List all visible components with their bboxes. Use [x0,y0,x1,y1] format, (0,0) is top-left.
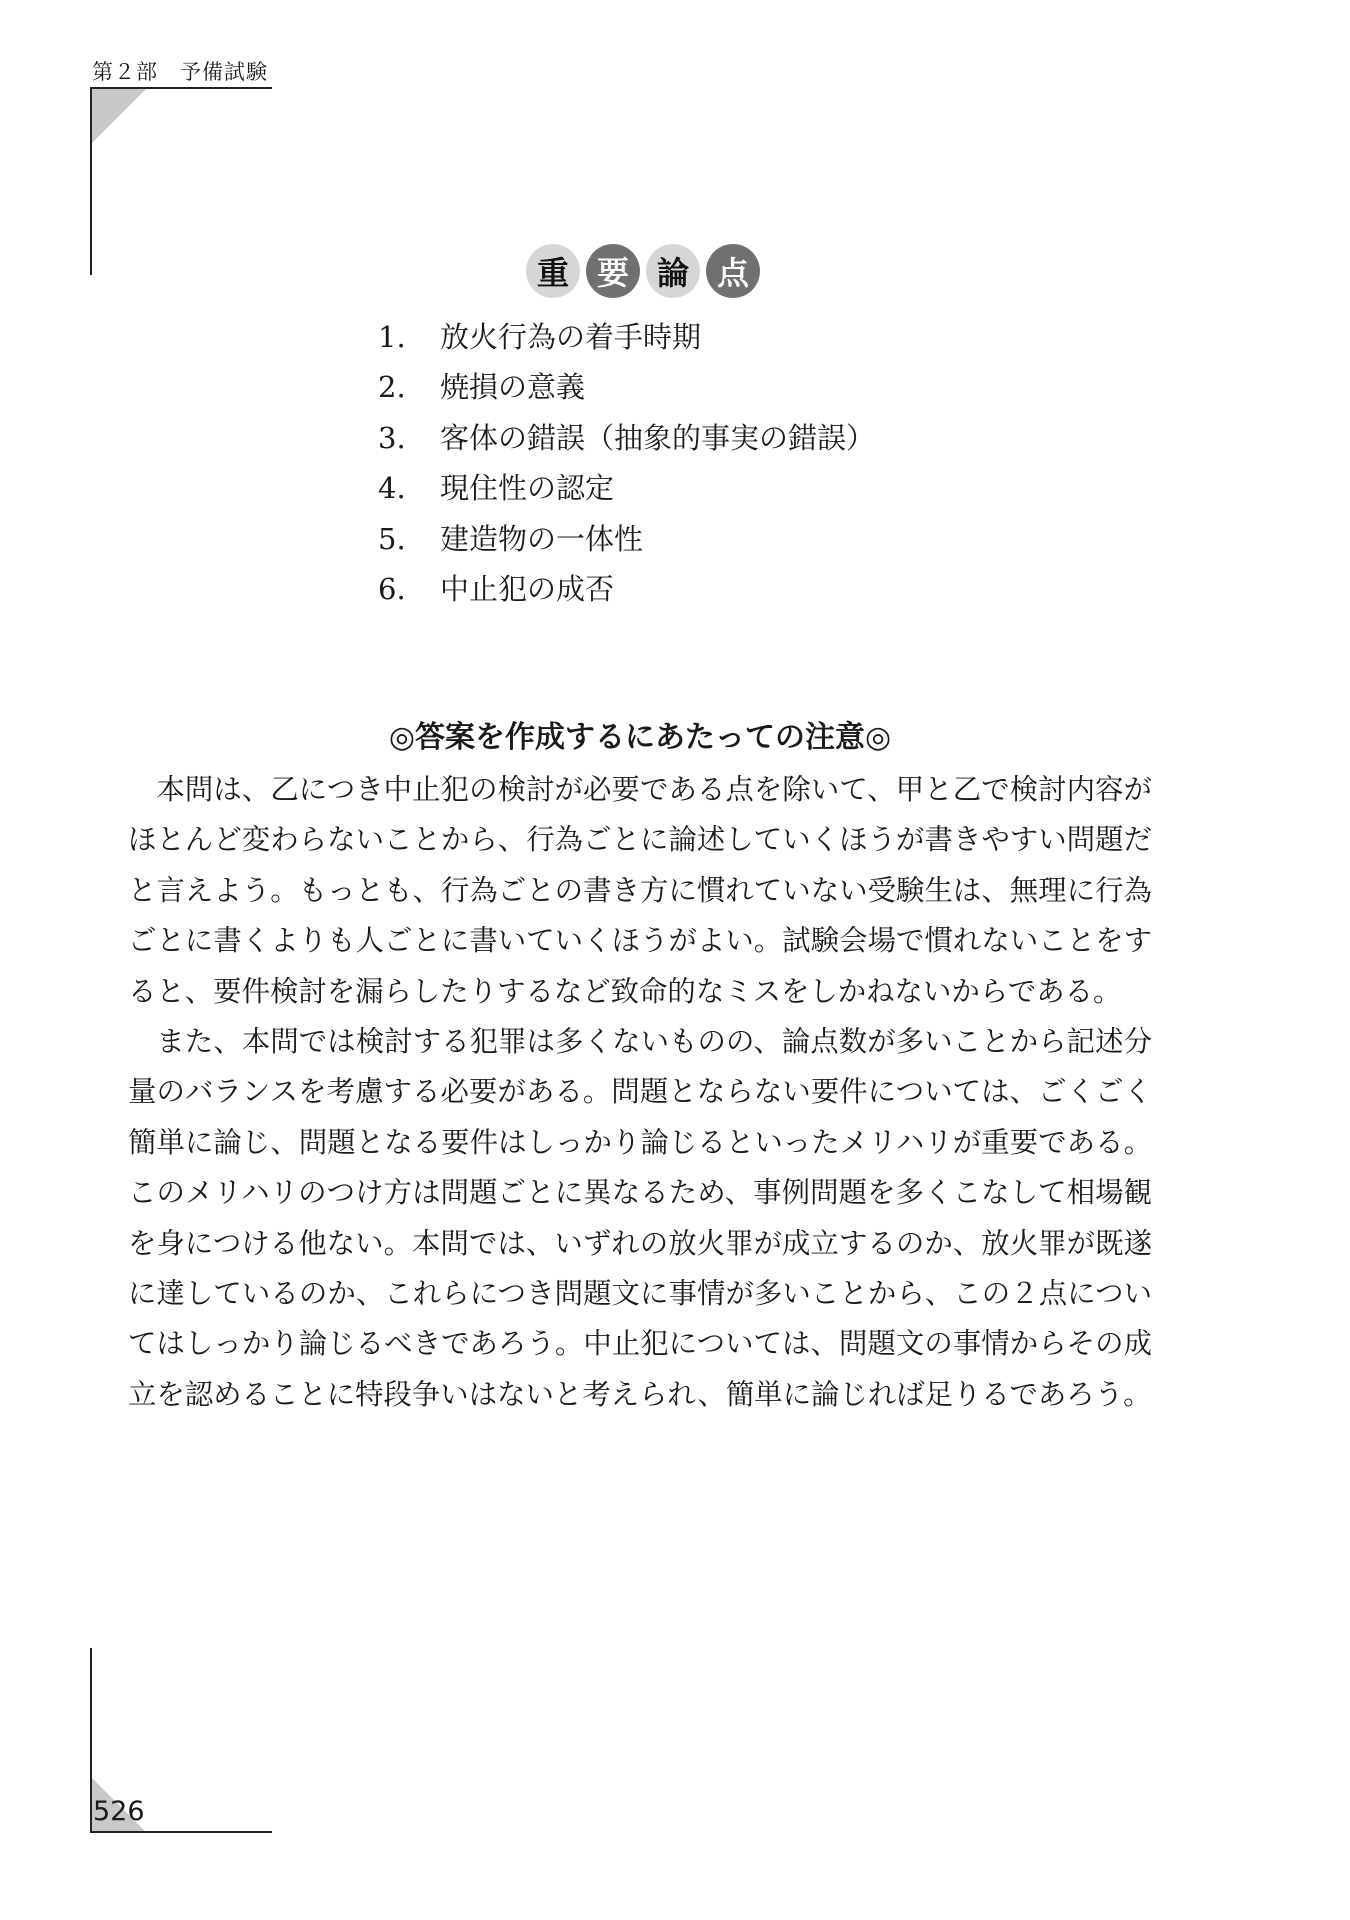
list-item [378,312,875,362]
key-points-title-char: 重 [526,244,580,298]
item-number: 6. [378,572,406,607]
notes-paragraph: また、本問では検討する犯罪は多くないものの、論点数が多いことから記述分量のバランスを考慮する必要がある。問題とならない要件については、ごくごく簡単に論じ、問題となる要件はしっかり論じるといったメリハリが重要である。このメリハリのつけ方は問題ごとに異なるため、事例問題を多くこなして相場観を身につける他ない。本問では、いずれの放火罪が成立するのか、放火罪が既遂に達しているのか、これらにつき問題文に事情が多いことから、この２点についてはしっかり論じるべきであろう。中止犯については、問題文の事情からその成立を認めることに特段争いはないと考えられ、簡単に論じれば足りるであろう。 [128,1025,1152,1411]
top-corner-triangle [92,89,146,143]
item-text: 建造物の一体性 [440,521,644,556]
item-number: 2. [378,370,406,405]
item-text: 客体の錯誤（抽象的事実の錯誤） [440,420,876,455]
page-number: 526 [93,1796,145,1827]
item-text: 焼損の意義 [440,370,586,405]
key-points-title [526,244,760,298]
footer-rule [90,1831,272,1833]
key-points-title-char: 要 [586,244,640,298]
notes-heading: ◎答案を作成するにあたっての注意◎ [388,720,892,755]
key-points-list [378,312,875,614]
list-item [378,514,875,564]
list-item [378,413,875,463]
item-number: 5. [378,521,406,556]
item-text: 中止犯の成否 [440,572,615,607]
item-text: 現住性の認定 [440,471,615,506]
notes-body [128,765,1152,1420]
key-points-title-char: 論 [646,244,700,298]
key-points-title-char: 点 [706,244,760,298]
item-number: 4. [378,471,406,506]
list-item [378,564,875,614]
item-text: 放火行為の着手時期 [440,320,702,354]
item-number: 3. [378,420,406,455]
running-head: 第２部 予備試験 [92,60,268,84]
list-item [378,463,875,513]
notes-paragraph: 本問は、乙につき中止犯の検討が必要である点を除いて、甲と乙で検討内容がほとんど変わらないことから、行為ごとに論述していくほうが書きやすい問題だと言えよう。もっとも、行為ごとの書き方に慣れていない受験生は、無理に行為ごとに書くよりも人ごとに書いていくほうがよい。試験会場で慣れないことをすると、要件検討を漏らしたりするなど致命的なミスをしかねないからである。 [128,773,1152,1008]
list-item [378,362,875,412]
item-number: 1. [378,320,406,354]
